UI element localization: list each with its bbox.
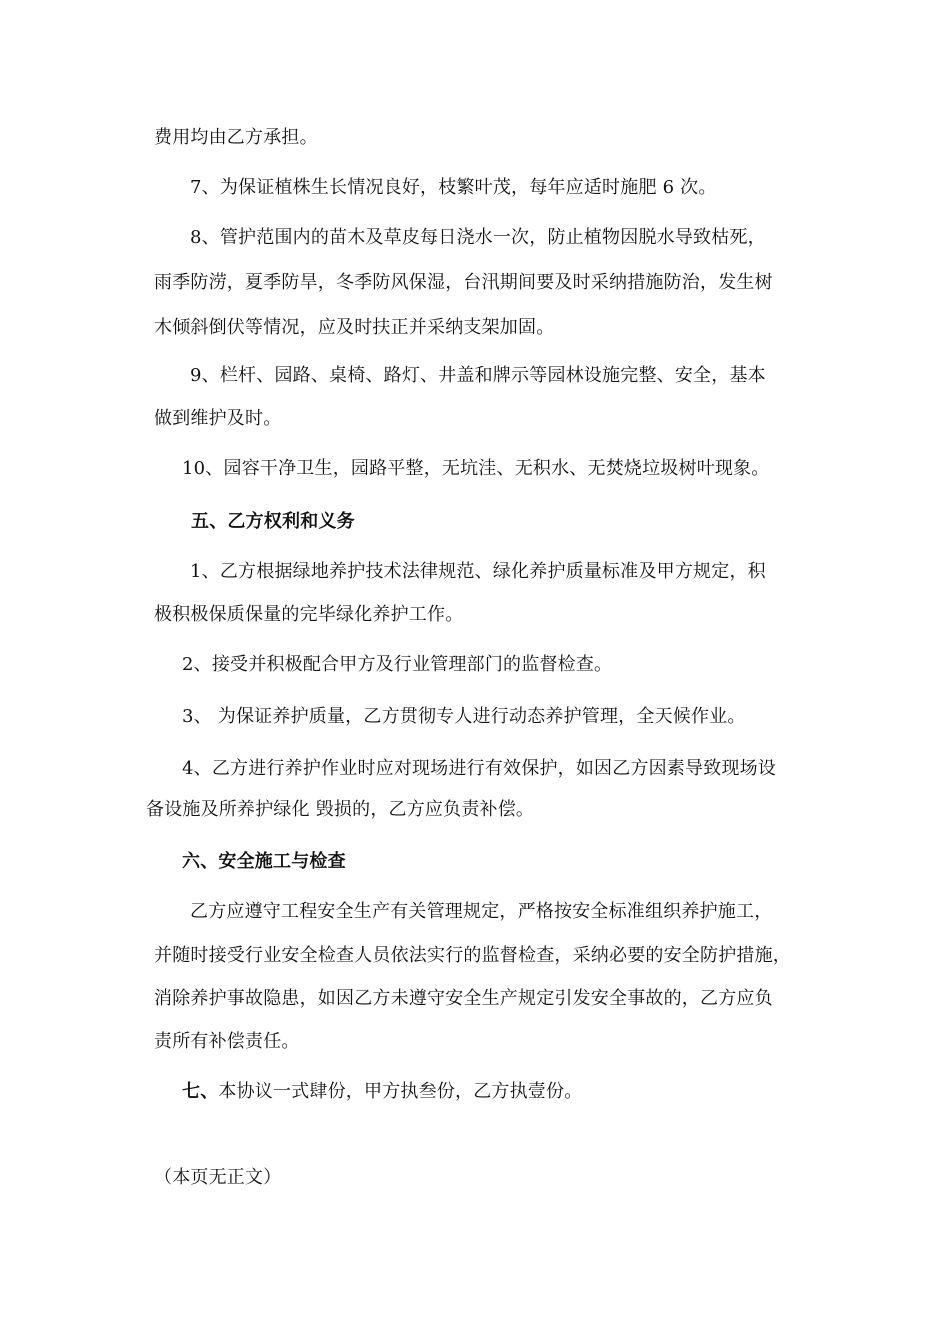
section-seven-prefix: 七、	[182, 1081, 219, 1102]
paragraph-line: 费用均由乙方承担。	[154, 127, 318, 148]
section-five-item-4-line-2: 备设施及所养护绿化 毁损的，乙方应负责补偿。	[146, 799, 535, 820]
item-8-line-3: 木倾斜倒伏等情况，应及时扶正并采纳支架加固。	[154, 317, 555, 338]
section-five-item-2-line: 2、接受并积极配合甲方及行业管理部门的监督检查。	[182, 654, 613, 675]
section-seven-line	[182, 1080, 582, 1104]
section-six-line-3: 消除养护事故隐患，如因乙方未遵守安全生产规定引发安全事故的，乙方应负	[154, 988, 773, 1009]
section-five-heading: 五、乙方权利和义务	[191, 511, 355, 532]
section-six-line-2: 并随时接受行业安全检查人员依法实行的监督检查，采纳必要的安全防护措施，	[154, 945, 791, 966]
section-five-item-1-line-1: 1、乙方根据绿地养护技术法律规范、绿化养护质量标准及甲方规定，积	[190, 561, 766, 582]
section-five-item-3-line: 3、 为保证养护质量，乙方贯彻专人进行动态养护管理，全天候作业。	[182, 706, 746, 727]
section-five-item-1-line-2: 极积极保质保量的完毕绿化养护工作。	[154, 604, 464, 625]
section-seven-text: 本协议一式肆份，甲方执叁份，乙方执壹份。	[218, 1081, 583, 1102]
no-text-note: （本页无正文）	[154, 1167, 282, 1188]
section-six-line-1: 乙方应遵守工程安全生产有关管理规定，严格按安全标准组织养护施工，	[190, 901, 773, 922]
section-six-heading: 六、安全施工与检查	[182, 851, 346, 872]
item-9-line-2: 做到维护及时。	[154, 408, 282, 429]
item-10-line: 10、园容干净卫生，园路平整，无坑洼、无积水、无焚烧垃圾树叶现象。	[182, 458, 770, 479]
item-8-line-1: 8、管护范围内的苗木及草皮每日浇水一次，防止植物因脱水导致枯死，	[190, 227, 766, 248]
item-9-line-1: 9、栏杆、园路、桌椅、路灯、井盖和牌示等园林设施完整、安全，基本	[190, 365, 766, 386]
item-8-line-2: 雨季防涝，夏季防旱，冬季防风保湿，台汛期间要及时采纳措施防治，发生树	[154, 272, 773, 293]
section-five-item-4-line-1: 4、乙方进行养护作业时应对现场进行有效保护，如因乙方因素导致现场设	[182, 758, 777, 779]
section-six-line-4: 责所有补偿责任。	[154, 1031, 300, 1052]
item-7-line: 7、为保证植株生长情况良好，枝繁叶茂，每年应适时施肥 6 次。	[190, 177, 717, 198]
